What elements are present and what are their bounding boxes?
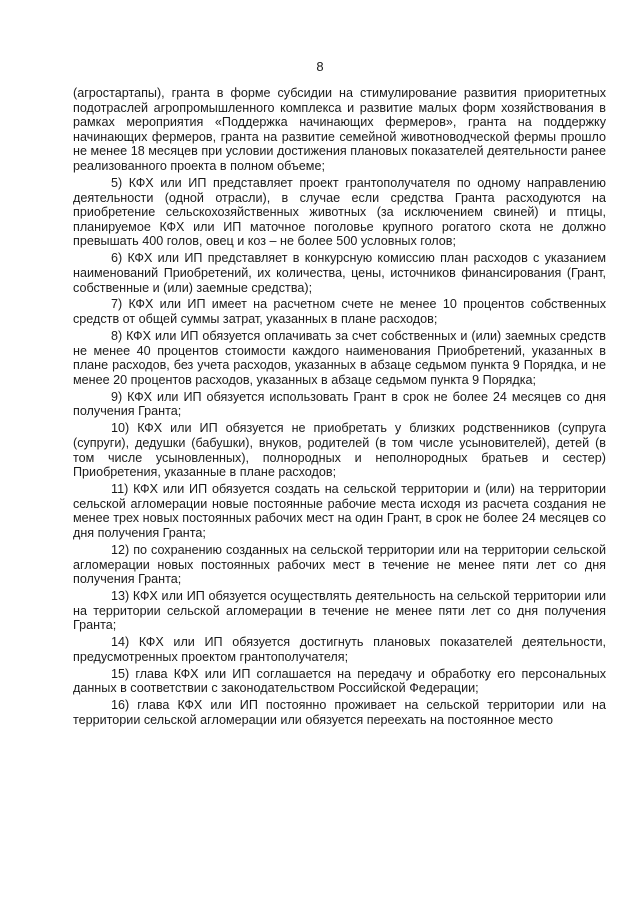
paragraph-item-12: 12) по сохранению созданных на сельской территории или на территории сельской агломерации новых постоянных рабочих мест в течение не менее пяти лет со дня получения Гранта; [73,542,606,587]
paragraph-item-9: 9) КФХ или ИП обязуется использовать Грант в срок не более 24 месяцев со дня получения Гранта; [73,389,606,419]
paragraph-item-16: 16) глава КФХ или ИП постоянно проживает на сельской территории или на территории сельской агломерации или обязуется переехать на постоянное место [73,698,606,728]
paragraph-item-15: 15) глава КФХ или ИП соглашается на передачу и обработку его персональных данных в соответствии с законодательством Российской Федерации; [73,666,606,696]
paragraph-item-5: 5) КФХ или ИП представляет проект грантополучателя по одному направлению деятельности (одной отрасли), в случае если средства Гранта расходуются на приобретение сельскохозяйственных животных (за исключением свиней) и птицы, планируемое КФХ или ИП маточное поголовье крупного рогатого скота не должно превышать 400 голов, овец и коз – не более 500 условных голов; [73,175,606,249]
paragraph-item-13: 13) КФХ или ИП обязуется осуществлять деятельность на сельской территории или на территории сельской агломерации в течение не менее пяти лет со дня получения Гранта; [73,589,606,633]
paragraph-item-10: 10) КФХ или ИП обязуется не приобретать у близких родственников (супруга (супруги), дедушки (бабушки), внуков, родителей (в том числе усыновителей), детей (в том числе усыновленных), полнородных и неполнородных братьев и сестер) Приобретения, указанные в плане расходов; [73,421,606,480]
paragraph-item-7: 7) КФХ или ИП имеет на расчетном счете не менее 10 процентов собственных средств от общей суммы затрат, указанных в плане расходов; [73,297,606,327]
page-number: 8 [316,59,324,74]
paragraph-continuation: (агростартапы), гранта в форме субсидии на стимулирование развития приоритетных подотраслей агропромышленного комплекса и развитие малых форм хозяйствования в рамках мероприятия «Поддержка начинающих фермеров», гранта на поддержку начинающих фермеров, гранта на развитие семейной животноводческой фермы прошло не менее 18 месяцев при условии достижения плановых показателей деятельности ранее реализованного проекта в полном объеме; [73,86,606,173]
paragraph-item-8: 8) КФХ или ИП обязуется оплачивать за счет собственных и (или) заемных средств не менее 40 процентов стоимости каждого наименования Приобретений, указанных в плане расходов, без учета расходов, указанных в абзаце седьмом пункта 9 Порядка, и не менее 20 процентов расходов, указанных в абзаце седьмом пункта 9 Порядка; [73,329,606,387]
document-body [73,86,606,730]
paragraph-item-6: 6) КФХ или ИП представляет в конкурсную комиссию план расходов с указанием наименований Приобретений, их количества, цены, источников финансирования (Грант, собственные и (или) заемные средства); [73,251,606,295]
paragraph-item-14: 14) КФХ или ИП обязуется достигнуть плановых показателей деятельности, предусмотренных проектом грантополучателя; [73,635,606,664]
paragraph-item-11: 11) КФХ или ИП обязуется создать на сельской территории и (или) на территории сельской агломерации новые постоянные рабочие места исходя из расчета создания не менее трех новых постоянных рабочих мест на один Грант, в срок не более 24 месяцев со дня получения Гранта; [73,482,606,540]
